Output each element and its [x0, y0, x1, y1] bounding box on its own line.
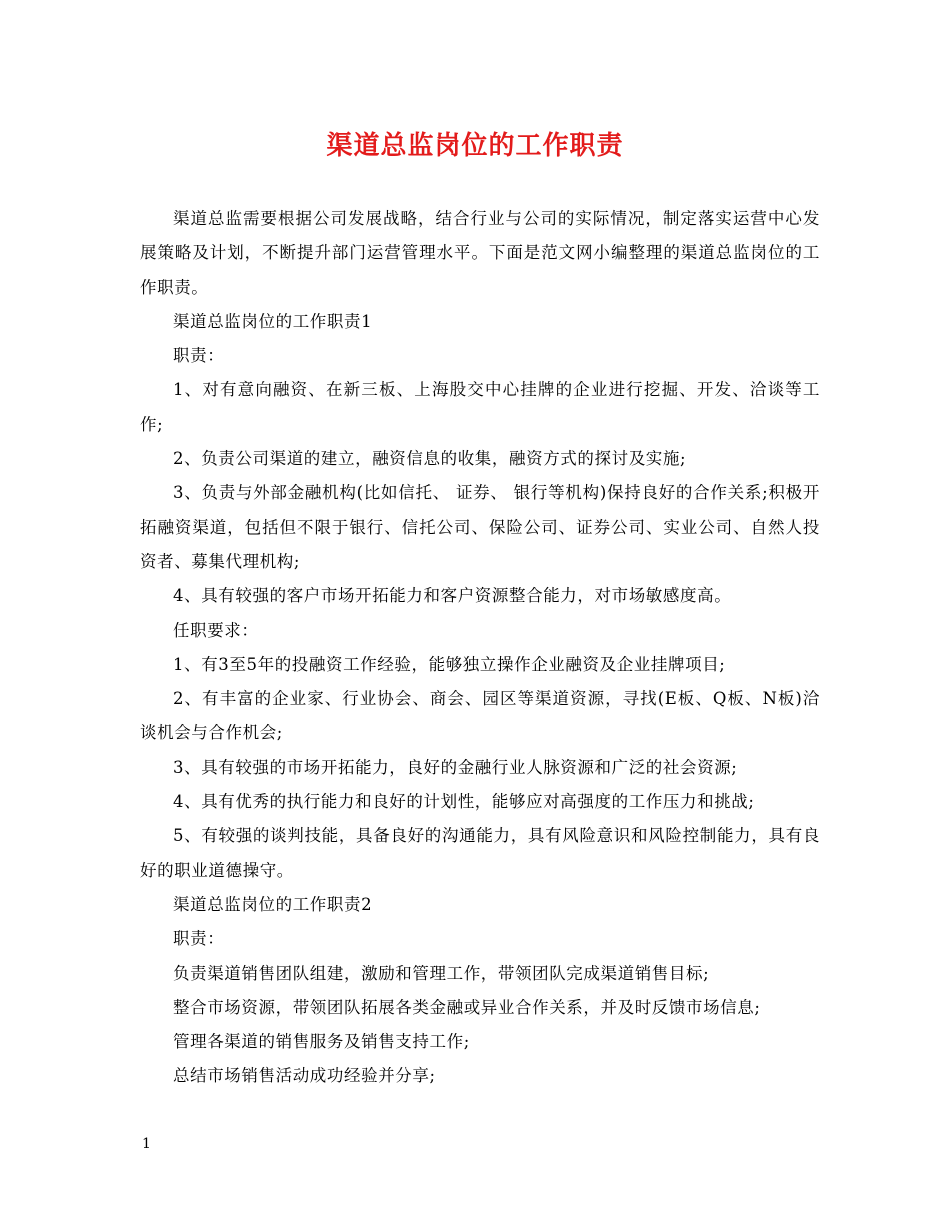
duty-item: 3、负责与外部金融机构(比如信托、 证券、 银行等机构)保持良好的合作关系;积极开拓融资渠道，包括但不限于银行、信托公司、保险公司、证券公司、实业公司、自然人投资者、募集代理机构; [140, 483, 820, 571]
requirement-item: 3、具有较强的市场开拓能力，良好的金融行业人脉资源和广泛的社会资源; [173, 757, 738, 777]
section-heading-2: 渠道总监岗位的工作职责2 [173, 894, 373, 914]
duty-item: 管理各渠道的销售服务及销售支持工作; [173, 1032, 470, 1052]
document-body [140, 202, 820, 1094]
subheading-requirements: 任职要求： [173, 620, 259, 640]
requirement-item: 2、有丰富的企业家、行业协会、商会、园区等渠道资源，寻找(E板、Q板、N板)洽谈机会与合作机会; [140, 689, 820, 743]
requirement-item: 4、具有优秀的执行能力和良好的计划性，能够应对高强度的工作压力和挑战; [173, 792, 755, 812]
page-number: 1 [142, 1136, 151, 1152]
duty-item: 1、对有意向融资、在新三板、上海股交中心挂牌的企业进行挖掘、开发、洽谈等工作; [140, 380, 820, 434]
section-heading-1: 渠道总监岗位的工作职责1 [173, 311, 373, 331]
subheading-duties-2: 职责： [173, 929, 225, 949]
duty-item: 总结市场销售活动成功经验并分享; [173, 1066, 436, 1086]
duty-item: 负责渠道销售团队组建，激励和管理工作，带领团队完成渠道销售目标; [173, 963, 710, 983]
requirement-item: 5、有较强的谈判技能，具备良好的沟通能力，具有风险意识和风险控制能力，具有良好的职业道德操守。 [140, 826, 820, 880]
subheading-duties-1: 职责： [173, 346, 225, 366]
paragraph-intro: 渠道总监需要根据公司发展战略，结合行业与公司的实际情况，制定落实运营中心发展策略及计划，不断提升部门运营管理水平。下面是范文网小编整理的渠道总监岗位的工作职责。 [140, 209, 820, 297]
duty-item: 4、具有较强的客户市场开拓能力和客户资源整合能力，对市场敏感度高。 [173, 586, 732, 606]
requirement-item: 1、有3至5年的投融资工作经验，能够独立操作企业融资及企业挂牌项目; [173, 654, 726, 674]
document-title: 渠道总监岗位的工作职责 [326, 131, 624, 161]
duty-item: 整合市场资源，带领团队拓展各类金融或异业合作关系，并及时反馈市场信息; [173, 997, 761, 1017]
duty-item: 2、负责公司渠道的建立，融资信息的收集，融资方式的探讨及实施; [173, 449, 687, 469]
